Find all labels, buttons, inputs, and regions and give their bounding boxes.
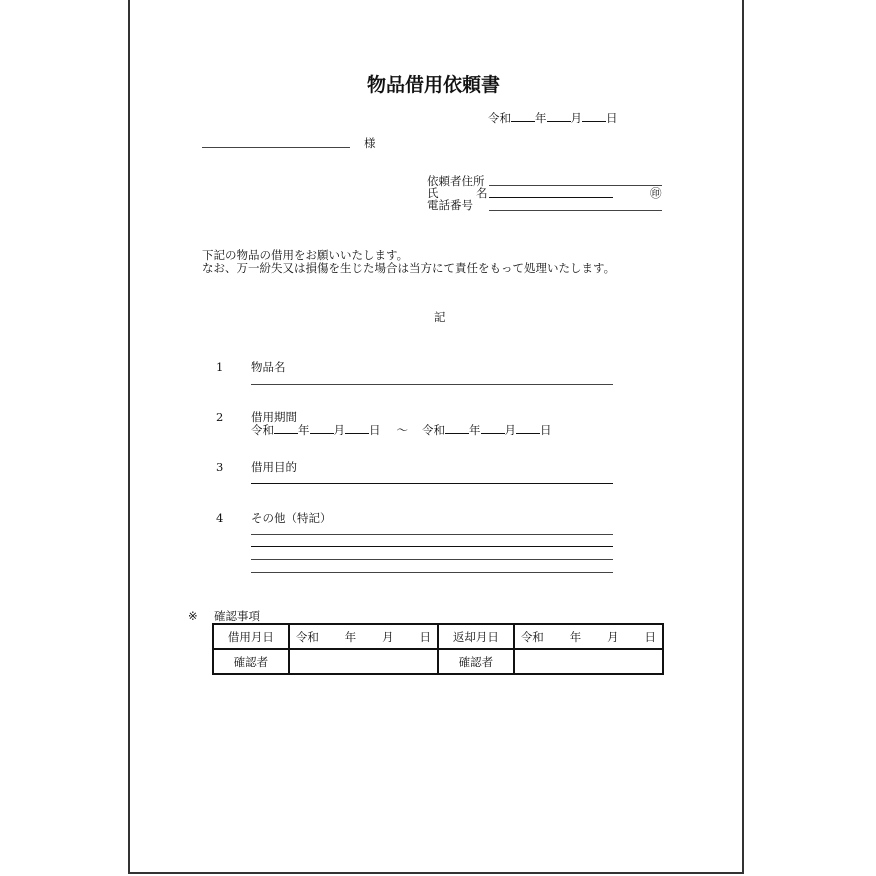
period-end-month-blank[interactable] <box>481 423 505 434</box>
period-tilde: ～ <box>396 423 408 437</box>
period-start-month: 月 <box>333 423 345 437</box>
period-start-day-blank[interactable] <box>345 423 369 434</box>
item-1-line[interactable] <box>251 384 613 385</box>
period-end-year: 年 <box>469 423 481 437</box>
return-era: 令和 <box>520 629 544 644</box>
item-3-label: 借用目的 <box>251 460 297 474</box>
return-year: 年 <box>569 629 582 644</box>
period-line <box>251 423 552 437</box>
item-4-line-4[interactable] <box>251 572 613 573</box>
period-end-month: 月 <box>504 423 516 437</box>
borrow-year: 年 <box>344 629 357 644</box>
document-page <box>128 0 744 874</box>
requester-phone-line[interactable] <box>489 210 662 211</box>
item-1-label: 物品名 <box>251 360 286 374</box>
ki-heading: 記 <box>434 310 446 324</box>
seal-mark: ㊞ <box>650 186 662 200</box>
return-confirmer-label: 確認者 <box>438 649 514 674</box>
intro-line-2: なお、万一紛失又は損傷を生じた場合は当方にて責任をもって処理いたします。 <box>202 261 616 275</box>
item-2-label: 借用期間 <box>251 410 297 424</box>
addressee-suffix: 様 <box>364 136 376 150</box>
return-month: 月 <box>607 629 619 644</box>
document-title: 物品借用依頼書 <box>367 74 501 96</box>
period-end-day: 日 <box>540 423 552 437</box>
return-day: 日 <box>644 629 656 644</box>
requester-phone-label: 電話番号 <box>427 198 473 212</box>
item-4-line-1[interactable] <box>251 534 613 535</box>
date-month-label: 月 <box>570 111 582 125</box>
requester-name-line[interactable] <box>489 197 613 198</box>
item-3-number: 3 <box>216 460 224 474</box>
period-end-year-blank[interactable] <box>445 423 469 434</box>
borrow-day: 日 <box>419 629 431 644</box>
period-end-era: 令和 <box>422 423 445 437</box>
borrow-month: 月 <box>382 629 394 644</box>
borrow-era: 令和 <box>295 629 319 644</box>
item-4-label: その他（特記） <box>251 511 332 525</box>
date-month-blank[interactable] <box>547 111 571 122</box>
date-line <box>488 111 618 125</box>
borrow-date-cell[interactable] <box>289 624 438 649</box>
return-date-label: 返却月日 <box>438 624 514 649</box>
borrow-confirmer-label: 確認者 <box>213 649 289 674</box>
date-day-label: 日 <box>606 111 618 125</box>
requester-address-label: 依頼者住所 <box>427 174 485 188</box>
item-3-line[interactable] <box>251 483 613 484</box>
requester-address-line[interactable] <box>489 185 662 186</box>
date-era: 令和 <box>488 111 511 125</box>
period-start-month-blank[interactable] <box>310 423 334 434</box>
return-date-cell[interactable] <box>514 624 663 649</box>
item-4-number: 4 <box>216 511 224 525</box>
requester-name-label-1: 氏 <box>427 186 439 200</box>
period-start-year-blank[interactable] <box>274 423 298 434</box>
borrow-confirmer-cell[interactable] <box>289 649 438 674</box>
item-1-number: 1 <box>216 360 224 374</box>
period-start-year: 年 <box>298 423 310 437</box>
confirmation-confirmer-row <box>213 649 663 674</box>
confirmation-label: 確認事項 <box>214 609 260 623</box>
return-confirmer-cell[interactable] <box>514 649 663 674</box>
addressee-line[interactable] <box>202 147 350 148</box>
period-start-era: 令和 <box>251 423 274 437</box>
date-day-blank[interactable] <box>582 111 606 122</box>
borrow-date-label: 借用月日 <box>213 624 289 649</box>
intro-line-1: 下記の物品の借用をお願いいたします。 <box>202 248 409 262</box>
date-year-label: 年 <box>535 111 547 125</box>
period-end-day-blank[interactable] <box>516 423 540 434</box>
confirmation-mark: ※ <box>188 609 198 623</box>
requester-name-label-2: 名 <box>476 186 488 200</box>
period-start-day: 日 <box>369 423 381 437</box>
item-2-number: 2 <box>216 410 224 424</box>
confirmation-table <box>212 623 664 675</box>
item-4-line-2[interactable] <box>251 546 613 547</box>
item-4-line-3[interactable] <box>251 559 613 560</box>
confirmation-date-row <box>213 624 663 649</box>
date-year-blank[interactable] <box>511 111 535 122</box>
